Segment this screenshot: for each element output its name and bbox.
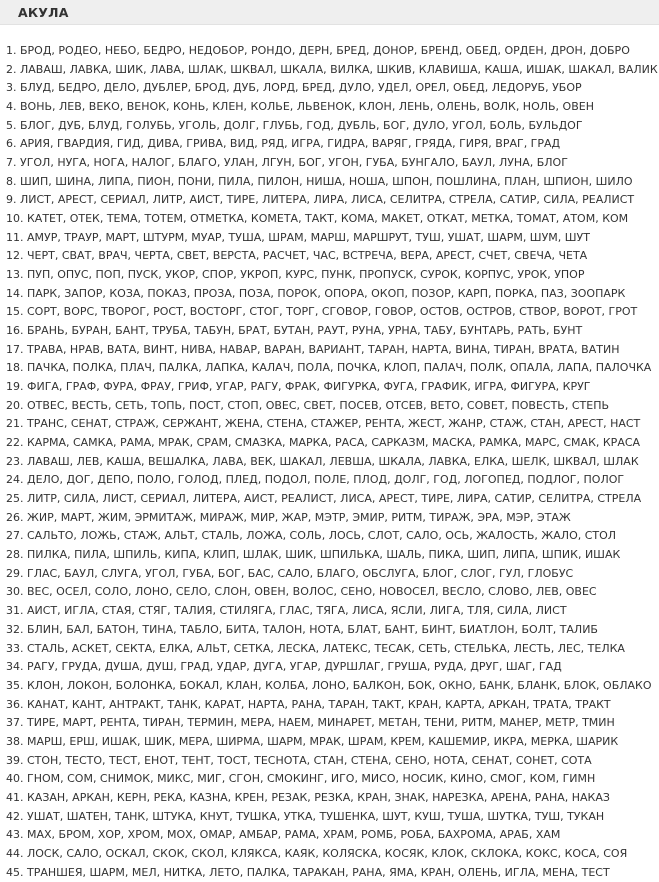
word-row: 34. РАГУ, ГРУДА, ДУША, ДУШ, ГРАД, УДАР, ДУГА, УГАР, ДУРШЛАГ, ГРУША, РУДА, ДРУГ, ШАГ, ГАД <box>6 660 562 674</box>
word-row: 32. БЛИН, БАЛ, БАТОН, ТИНА, ТАБЛО, БИТА, ТАЛОН, НОТА, БЛАТ, БАНТ, БИНТ, БИАТЛОН, БОЛТ, ТАЛИБ <box>6 622 598 636</box>
word-row: 1. БРОД, РОДЕО, НЕБО, БЕДРО, НЕДОБОР, РОНДО, ДЕРН, БРЕД, ДОНОР, БРЕНД, ОБЕД, ОРДЕН, ДРОН, ДОБРО <box>6 44 630 57</box>
word-row: 33. СТАЛЬ, АСКЕТ, СЕКТА, ЕЛКА, АЛЬТ, СЕТКА, ЛЕСКА, ЛАТЕКС, ТЕСАК, СЕТЬ, СТЕЛЬКА, ЛЕСТЬ, ЛЕС, ТЕЛКА <box>6 641 625 655</box>
word-row: 30. ВЕС, ОСЕЛ, СОЛО, ЛОНО, СЕЛО, СЛОН, ОВЕН, ВОЛОС, СЕНО, НОВОСЕЛ, ВЕСЛО, СЛОВО, ЛЕВ, ОВЕС <box>6 585 597 599</box>
word-row: 41. КАЗАН, АРКАН, КЕРН, РЕКА, КАЗНА, КРЕН, РЕЗАК, РЕЗКА, КРАН, ЗНАК, НАРЕЗКА, АРЕНА, РАНА, НАКАЗ <box>6 790 610 804</box>
word-row: 17. ТРАВА, НРАВ, ВАТА, ВИНТ, НИВА, НАВАР, ВАРАН, ВАРИАНТ, ТАРАН, НАРТА, ВИНА, ТИРАН, ВРАТА, ВАТИН <box>6 342 620 356</box>
word-row: 25. ЛИТР, СИЛА, ЛИСТ, СЕРИАЛ, ЛИТЕРА, АИСТ, РЕАЛИСТ, ЛИСА, АРЕСТ, ТИРЕ, ЛИРА, САТИР, СЕЛИТРА, СТРЕЛА <box>6 492 642 506</box>
word-row: 23. ЛАВАШ, ЛЕВ, КАША, ВЕШАЛКА, ЛАВА, ВЕК, ШАКАЛ, ЛЕВША, ШКАЛА, ЛАВКА, ЕЛКА, ШЕЛК, ШКВАЛ, ШЛАК <box>6 454 639 468</box>
word-row: 11. АМУР, ТРАУР, МАРТ, ШТУРМ, МУАР, ТУША, ШРАМ, МАРШ, МАРШРУТ, ТУШ, УШАТ, ШАРМ, ШУМ, ШУТ <box>6 230 590 244</box>
word-row: 13. ПУП, ОПУС, ПОП, ПУСК, УКОР, СПОР, УКРОП, КУРС, ПУНК, ПРОПУСК, СУРОК, КОРПУС, УРОК, УПОР <box>6 268 585 282</box>
word-row: 15. СОРТ, ВОРС, ТВОРОГ, РОСТ, ВОСТОРГ, СТОГ, ТОРГ, СГОВОР, ГОВОР, ОСТОВ, ОСТРОВ, СТВОР, ВОРОТ, ГРОТ <box>6 305 638 319</box>
word-row: 22. КАРМА, САМКА, РАМА, МРАК, СРАМ, СМАЗКА, МАРКА, РАСА, САРКАЗМ, МАСКА, РАМКА, МАРС, СМАК, КРАСА <box>6 436 641 450</box>
word-row: 44. ЛОСК, САЛО, ОСКАЛ, СКОК, СКОЛ, КЛЯКСА, КАЯК, КОЛЯСКА, КОСЯК, КЛОК, СКЛОКА, КОКС, КОСА, СОЯ <box>6 846 628 860</box>
word-row: 18. ПАЧКА, ПОЛКА, ПЛАЧ, ПАЛКА, ЛАПКА, КАЛАЧ, ПОЛА, ПОЧКА, КЛОП, ПАЛАЧ, ПОЛК, ОПАЛА, ЛАПА, ПАЛОЧКА <box>6 361 652 375</box>
word-row: 27. САЛЬТО, ЛОЖЬ, СТАЖ, АЛЬТ, СТАЛЬ, ЛОЖА, СОЛЬ, ЛОСЬ, СЛОТ, САЛО, ОСЬ, ЖАЛОСТЬ, ЖАЛО, СТОЛ <box>6 529 617 543</box>
word-row: 16. БРАНЬ, БУРАН, БАНТ, ТРУБА, ТАБУН, БРАТ, БУТАН, РАУТ, РУНА, УРНА, ТАБУ, БУНТАРЬ, РАТЬ, БУНТ <box>6 324 583 338</box>
word-row: 21. ТРАНС, СЕНАТ, СТРАЖ, СЕРЖАНТ, ЖЕНА, СТЕНА, СТАЖЕР, РЕНТА, ЖЕСТ, ЖАНР, СТАЖ, СТАН, АРЕСТ, НАСТ <box>6 417 641 431</box>
word-row: 6. АРИЯ, ГВАРДИЯ, ГИД, ДИВА, ГРИВА, ВИД, РЯД, ИГРА, ГИДРА, ВАРЯГ, ГРЯДА, ГИРЯ, ВРАГ, ГРАД <box>6 137 561 151</box>
word-row: 7. УГОЛ, НУГА, НОГА, НАЛОГ, БЛАГО, УЛАН, ЛГУН, БОГ, УГОН, ГУБА, БУНГАЛО, БАУЛ, ЛУНА, БЛОГ <box>6 156 568 170</box>
word-row: 2. ЛАВАШ, ЛАВКА, ШИК, ЛАВА, ШЛАК, ШКВАЛ, ШКАЛА, ВИЛКА, ШКИВ, КЛАВИША, КАША, ИШАК, ШАКАЛ, ВАЛИК <box>6 62 658 76</box>
word-row: 19. ФИГА, ГРАФ, ФУРА, ФРАУ, ГРИФ, УГАР, РАГУ, ФРАК, ФИГУРКА, ФУГА, ГРАФИК, ИГРА, ФИГУРА, КРУГ <box>6 380 591 394</box>
word-row: 39. СТОН, ТЕСТО, ТЕСТ, ЕНОТ, ТЕНТ, ТОСТ, ТЕСНОТА, СТАН, СТЕНА, СЕНО, НОТА, СЕНАТ, СОНЕТ, СОТА <box>6 753 592 767</box>
word-row: 31. АИСТ, ИГЛА, СТАЯ, СТЯГ, ТАЛИЯ, СТИЛЯГА, ГЛАС, ТЯГА, ЛИСА, ЯСЛИ, ЛИГА, ТЛЯ, СИЛА, ЛИСТ <box>6 604 567 618</box>
page-title: АКУЛА <box>18 4 69 20</box>
word-row: 14. ПАРК, ЗАПОР, КОЗА, ПОКАЗ, ПРОЗА, ПОЗА, ПОРОК, ОПОРА, ОКОП, ПОЗОР, КАРП, ПОРКА, ПАЗ, ЗООПАРК <box>6 286 626 300</box>
word-row: 20. ОТВЕС, ВЕСТЬ, СЕТЬ, ТОПЬ, ПОСТ, СТОП, ОВЕС, СВЕТ, ПОСЕВ, ОТСЕВ, ВЕТО, СОВЕТ, ПОВЕСТЬ, СТЕПЬ <box>6 398 610 412</box>
page-header <box>0 0 659 25</box>
word-row: 5. БЛОГ, ДУБ, БЛУД, ГОЛУБЬ, УГОЛЬ, ДОЛГ, ГЛУБЬ, ГОД, ДУБЛЬ, БОГ, ДУЛО, УГОЛ, БОЛЬ, БУЛЬДОГ <box>6 118 583 132</box>
word-row: 10. КАТЕТ, ОТЕК, ТЕМА, ТОТЕМ, ОТМЕТКА, КОМЕТА, ТАКТ, КОМА, МАКЕТ, ОТКАТ, МЕТКА, ТОМАТ, АТОМ, КОМ <box>6 212 629 226</box>
word-row: 24. ДЕЛО, ДОГ, ДЕПО, ПОЛО, ГОЛОД, ПЛЕД, ПОДОЛ, ПОЛЕ, ПЛОД, ДОЛГ, ГОД, ЛОГОПЕД, ПОДЛОГ, ПОЛОГ <box>6 473 625 487</box>
word-row: 4. ВОНЬ, ЛЕВ, ВЕКО, ВЕНОК, КОНЬ, КЛЕН, КОЛЬЕ, ЛЬВЕНОК, КЛОН, ЛЕНЬ, ОЛЕНЬ, ВОЛК, НОЛЬ, ОВЕН <box>6 100 594 114</box>
word-row: 45. ТРАНШЕЯ, ШАРМ, МЕЛ, НИТКА, ЛЕТО, ПАЛКА, ТАРАКАН, РАНА, ЯМА, КРАН, ОЛЕНЬ, ИГЛА, МЕНА, ТЕСТ <box>6 865 610 879</box>
word-row: 40. ГНОМ, СОМ, СНИМОК, МИКС, МИГ, СГОН, СМОКИНГ, ИГО, МИСО, НОСИК, КИНО, СМОГ, КОМ, ГИМН <box>6 772 596 786</box>
word-row: 35. КЛОН, ЛОКОН, БОЛОНКА, БОКАЛ, КЛАН, КОЛБА, ЛОНО, БАЛКОН, БОК, ОКНО, БАНК, БЛАНК, БЛОК, ОБЛАКО <box>6 678 652 692</box>
word-row: 36. КАНАТ, КАНТ, АНТРАКТ, ТАНК, КАРАТ, НАРТА, РАНА, ТАРАН, ТАКТ, КРАН, КАРТА, АРКАН, ТРАТА, ТРАКТ <box>6 697 611 711</box>
word-row: 8. ШИП, ШИНА, ЛИПА, ПИОН, ПОНИ, ПИЛА, ПИЛОН, НИША, НОША, ШПОН, ПОШЛИНА, ПЛАН, ШПИОН, ШИЛО <box>6 174 633 188</box>
word-row: 29. ГЛАС, БАУЛ, СЛУГА, УГОЛ, ГУБА, БОГ, БАС, САЛО, БЛАГО, ОБСЛУГА, БЛОГ, СЛОГ, ГУЛ, ГЛОБУС <box>6 566 574 580</box>
word-row: 3. БЛУД, БЕДРО, ДЕЛО, ДУБЛЕР, БРОД, ДУБ, ЛОРД, БРЕД, ДУЛО, УДЕЛ, ОРЕЛ, ОБЕД, ЛЕДОРУБ, УБОР <box>6 81 582 95</box>
word-row: 42. УШАТ, ШАТЕН, ТАНК, ШТУКА, КНУТ, ТУШКА, УТКА, ТУШЕНКА, ШУТ, КУШ, ТУША, ШУТКА, ТУШ, ТУКАН <box>6 809 605 823</box>
word-list <box>6 42 659 882</box>
word-row: 12. ЧЕРТ, СВАТ, ВРАЧ, ЧЕРТА, СВЕТ, ВЕРСТА, РАСЧЕТ, ЧАС, ВСТРЕЧА, ВЕРА, АРЕСТ, СЧЕТ, СВЕЧА, ЧЕТА <box>6 249 588 263</box>
word-row: 38. МАРШ, ЕРШ, ИШАК, ШИК, МЕРА, ШИРМА, ШАРМ, МРАК, ШРАМ, КРЕМ, КАШЕМИР, ИКРА, МЕРКА, ШАРИК <box>6 734 619 748</box>
word-row: 26. ЖИР, МАРТ, ЖИМ, ЭРМИТАЖ, МИРАЖ, МИР, ЖАР, МЭТР, ЭМИР, РИТМ, ТИРАЖ, ЭРА, МЭР, ЭТАЖ <box>6 510 571 524</box>
word-row: 28. ПИЛКА, ПИЛА, ШПИЛЬ, КИПА, КЛИП, ШЛАК, ШИК, ШПИЛЬКА, ШАЛЬ, ПИКА, ШИП, ЛИПА, ШПИК, ИШАК <box>6 548 621 562</box>
word-row: 37. ТИРЕ, МАРТ, РЕНТА, ТИРАН, ТЕРМИН, МЕРА, НАЕМ, МИНАРЕТ, МЕТАН, ТЕНИ, РИТМ, МАНЕР, МЕТР, ТМИН <box>6 716 615 730</box>
word-row: 9. ЛИСТ, АРЕСТ, СЕРИАЛ, ЛИТР, АИСТ, ТИРЕ, ЛИТЕРА, ЛИРА, ЛИСА, СЕЛИТРА, СТРЕЛА, САТИР, СИЛА, РЕАЛИСТ <box>6 193 635 207</box>
word-row: 43. МАХ, БРОМ, ХОР, ХРОМ, МОХ, ОМАР, АМБАР, РАМА, ХРАМ, РОМБ, РОБА, БАХРОМА, АРАБ, ХАМ <box>6 828 561 842</box>
